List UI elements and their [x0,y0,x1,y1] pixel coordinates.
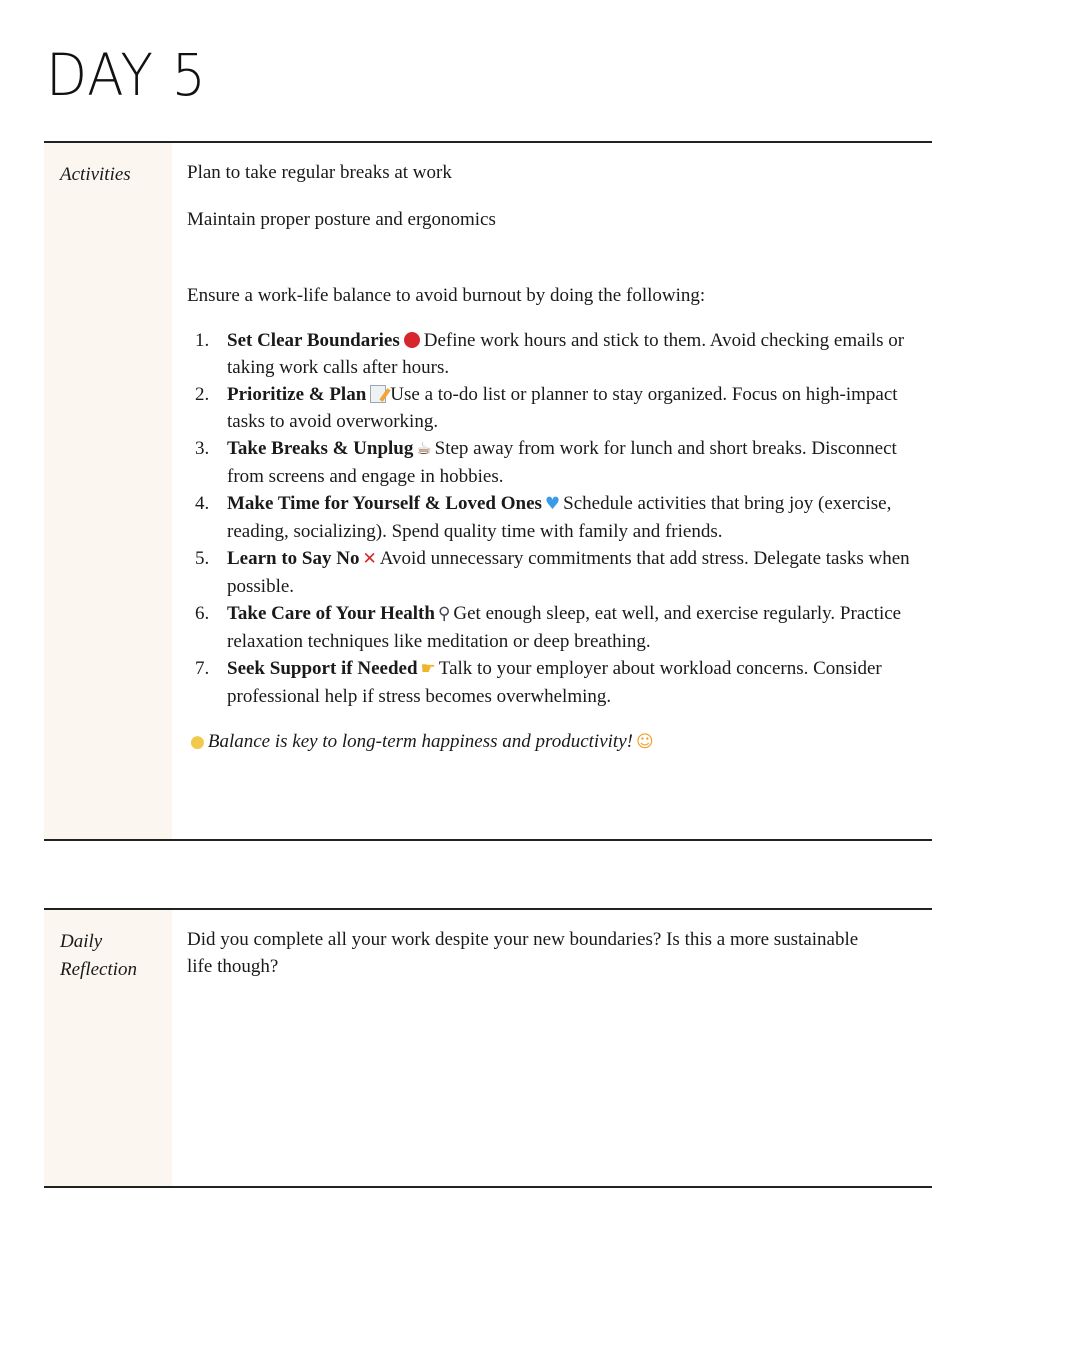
list-number: 3. [195,438,210,459]
balance-tips-list [187,327,932,710]
tip-title: Take Care of Your Health [227,603,435,624]
red-circle-icon [404,332,420,348]
list-item [187,655,932,710]
tip-text: Avoid unnecessary commitments that add stress. Delegate tasks when possible. [227,548,910,597]
daily-reflection-section [44,908,932,1188]
list-number: 6. [195,603,210,624]
list-number: 7. [195,658,210,679]
tip-text: Schedule activities that bring joy (exercise, reading, socializing). Spend quality time with family and friends. [227,493,892,542]
list-item [187,545,932,600]
list-number: 2. [195,384,210,405]
cross-mark-icon: ✕ [362,549,377,569]
list-number: 1. [195,330,210,351]
tip-text: Talk to your employer about workload concerns. Consider professional help if stress becomes overwhelming. [227,658,882,707]
blue-heart-icon: ♥ [544,494,561,514]
list-item [187,435,932,490]
list-number: 4. [195,493,210,514]
light-bulb-icon: ● [190,732,205,752]
list-item [187,600,932,655]
closing-text: Balance is key to long-term happiness and productivity! [207,731,633,752]
reflection-label-line: Daily [60,931,103,952]
tip-title: Take Breaks & Unplug [227,438,414,459]
tip-text: Get enough sleep, eat well, and exercise regularly. Practice relaxation techniques like meditation or deep breathing. [227,603,902,652]
reflection-content [172,910,932,1186]
tip-title: Make Time for Yourself & Loved Ones [227,493,542,514]
tip-title: Set Clear Boundaries [227,330,400,351]
smiling-face-icon: ☺ [635,732,654,752]
tip-text: Step away from work for lunch and short breaks. Disconnect from screens and engage in hobbies. [227,438,897,487]
activities-content [172,143,932,839]
balance-intro: Ensure a work-life balance to avoid burnout by doing the following: [187,285,706,306]
closing-note [187,728,932,756]
tip-title: Learn to Say No [227,548,360,569]
weight-lifter-icon: ⚲ [437,604,451,624]
list-item [187,490,932,545]
list-number: 5. [195,548,210,569]
reflection-label [44,910,172,1186]
reflection-question: Did you complete all your work despite your new boundaries? Is this a more sustainable life though? [187,929,859,977]
tip-title: Prioritize & Plan [227,384,367,405]
coffee-icon: ☕ [416,439,432,459]
activities-section [44,141,932,841]
reflection-label-line: Reflection [60,959,138,980]
handshake-icon: ☛ [420,659,436,679]
list-item [187,327,932,381]
list-item [187,381,932,435]
memo-icon [370,385,386,403]
tip-text: Define work hours and stick to them. Avoid checking emails or taking work calls after hours. [227,330,905,378]
activity-line: Plan to take regular breaks at work [187,162,452,183]
activities-label: Activities [44,143,172,839]
tip-text: Use a to-do list or planner to stay organized. Focus on high-impact tasks to avoid overworking. [227,384,898,432]
activity-line: Maintain proper posture and ergonomics [187,209,496,230]
page-title: DAY 5 [46,41,207,109]
tip-title: Seek Support if Needed [227,658,418,679]
